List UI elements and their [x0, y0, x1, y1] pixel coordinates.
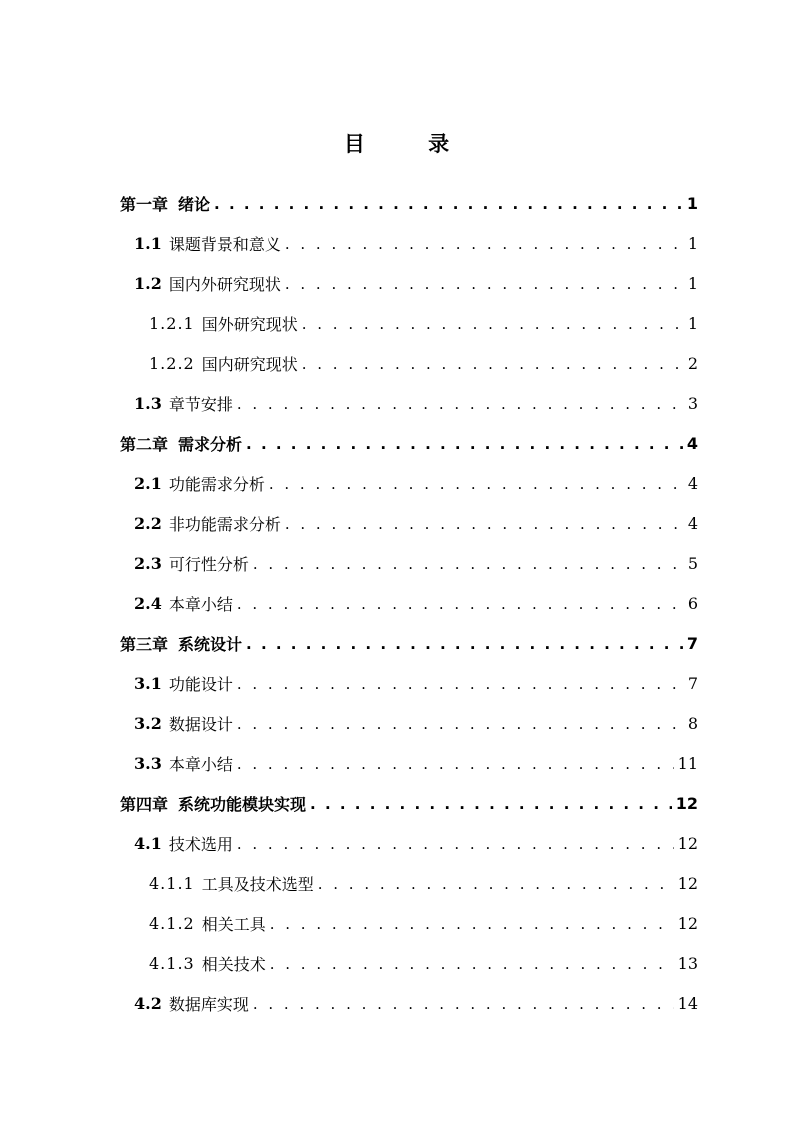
toc-entry-number: 2.4	[134, 593, 162, 613]
toc-entry-page: 4	[687, 473, 698, 493]
toc-entry[interactable]	[149, 863, 698, 903]
toc-leader-dots	[285, 235, 684, 253]
toc-entry[interactable]	[134, 743, 698, 783]
toc-entry[interactable]	[134, 223, 698, 263]
toc-entry-title: 系统设计	[178, 634, 243, 654]
toc-entry-page: 14	[677, 993, 698, 1013]
toc-leader-dots	[302, 315, 684, 333]
toc-entry-number: 第三章	[120, 634, 169, 654]
toc-entry-number: 2.2	[134, 513, 162, 533]
toc-entry[interactable]	[134, 583, 698, 623]
toc-entry-number: 3.2	[134, 713, 162, 733]
toc-entry-number: 1.2	[134, 273, 162, 293]
toc-entry-page: 1	[687, 273, 698, 293]
toc-leader-dots	[237, 675, 684, 693]
toc-leader-dots	[214, 195, 683, 213]
toc-entry-page: 8	[687, 713, 698, 733]
toc-entry-title: 技术选用	[168, 834, 233, 854]
toc-leader-dots	[302, 355, 684, 373]
toc-leader-dots	[237, 715, 684, 733]
toc-entry-number: 1.1	[134, 233, 162, 253]
toc-entry-page: 1	[687, 313, 698, 333]
toc-entry-title: 课题背景和意义	[168, 234, 281, 254]
toc-entry-page: 7	[686, 633, 698, 653]
toc-entry[interactable]	[120, 183, 698, 223]
toc-entry-title: 数据库实现	[168, 994, 249, 1014]
toc-entry-number: 3.3	[134, 753, 162, 773]
toc-entry[interactable]	[149, 903, 698, 943]
toc-leader-dots	[237, 835, 674, 853]
toc-entry-title: 功能设计	[168, 674, 233, 694]
toc-entry[interactable]	[149, 343, 698, 383]
toc-leader-dots	[253, 555, 684, 573]
toc-entry-number: 2.3	[134, 553, 162, 573]
toc-leader-dots	[237, 755, 674, 773]
toc-entry-number: 第一章	[120, 194, 169, 214]
toc-leader-dots	[246, 635, 683, 653]
toc-entry-title: 本章小结	[168, 754, 233, 774]
toc-leader-dots	[237, 595, 684, 613]
toc-entry-number: 3.1	[134, 673, 162, 693]
toc-entry[interactable]	[149, 303, 698, 343]
toc-leader-dots	[253, 995, 674, 1013]
toc-entry-page: 12	[677, 833, 698, 853]
toc-entry-page: 1	[687, 233, 698, 253]
toc-entry-title: 系统功能模块实现	[178, 794, 307, 814]
toc-entry-title: 相关技术	[201, 954, 266, 974]
toc-leader-dots	[269, 475, 684, 493]
toc-entry[interactable]	[134, 263, 698, 303]
toc-entry[interactable]	[134, 823, 698, 863]
toc-entry-title: 国外研究现状	[201, 314, 298, 334]
toc-entry-page: 4	[687, 513, 698, 533]
toc-entry[interactable]	[134, 663, 698, 703]
toc-entry-page: 11	[677, 753, 698, 773]
toc-entry-number: 1.2.2	[149, 353, 195, 373]
toc-entry-number: 2.1	[134, 473, 162, 493]
toc-entry[interactable]	[134, 463, 698, 503]
toc-entry-page: 5	[687, 553, 698, 573]
toc-entry-title: 可行性分析	[168, 554, 249, 574]
toc-entry[interactable]	[134, 543, 698, 583]
toc-entry-number: 4.1.2	[149, 913, 195, 933]
toc-entry-page: 12	[675, 793, 698, 813]
toc-entry-title: 功能需求分析	[168, 474, 265, 494]
toc-leader-dots	[270, 915, 674, 933]
toc-leader-dots	[285, 515, 684, 533]
page-title: 目 录	[343, 132, 478, 156]
toc-entry-title: 相关工具	[201, 914, 266, 934]
toc-entry-title: 数据设计	[168, 714, 233, 734]
toc-leader-dots	[318, 875, 674, 893]
toc-entry[interactable]	[120, 423, 698, 463]
toc-entry-title: 本章小结	[168, 594, 233, 614]
toc-leader-dots	[246, 435, 683, 453]
toc-entry[interactable]	[134, 703, 698, 743]
toc-entry[interactable]	[120, 783, 698, 823]
toc-leader-dots	[310, 795, 672, 813]
toc-entry-title: 国内外研究现状	[168, 274, 281, 294]
toc-entry-number: 1.2.1	[149, 313, 195, 333]
toc-entry-number: 4.1	[134, 833, 162, 853]
toc-entry-page: 13	[677, 953, 698, 973]
toc-entry-page: 7	[687, 673, 698, 693]
toc-entry-title: 非功能需求分析	[168, 514, 281, 534]
toc-entry-page: 2	[687, 353, 698, 373]
toc-entry[interactable]	[134, 383, 698, 423]
toc-entry-title: 章节安排	[168, 394, 233, 414]
toc-entry[interactable]	[149, 943, 698, 983]
toc-entry-number: 4.1.3	[149, 953, 195, 973]
toc-entry-number: 1.3	[134, 393, 162, 413]
toc-entry-page: 12	[677, 873, 698, 893]
toc-entry[interactable]	[120, 623, 698, 663]
toc-entry-page: 6	[687, 593, 698, 613]
toc-entry-page: 3	[687, 393, 698, 413]
toc-entry-number: 4.2	[134, 993, 162, 1013]
toc-entry-number: 第二章	[120, 434, 169, 454]
toc-entry-title: 工具及技术选型	[201, 874, 314, 894]
toc-entry[interactable]	[134, 983, 698, 1023]
toc-entry-page: 12	[677, 913, 698, 933]
toc-entry-title: 需求分析	[178, 434, 243, 454]
toc-entry-number: 4.1.1	[149, 873, 195, 893]
toc-leader-dots	[285, 275, 684, 293]
toc-leader-dots	[237, 395, 684, 413]
toc-entry-page: 1	[686, 193, 698, 213]
toc-entry-page: 4	[686, 433, 698, 453]
toc-entry[interactable]	[134, 503, 698, 543]
toc-entry-title: 国内研究现状	[201, 354, 298, 374]
toc-leader-dots	[270, 955, 674, 973]
toc-entry-number: 第四章	[120, 794, 169, 814]
toc-entry-title: 绪论	[178, 194, 211, 214]
